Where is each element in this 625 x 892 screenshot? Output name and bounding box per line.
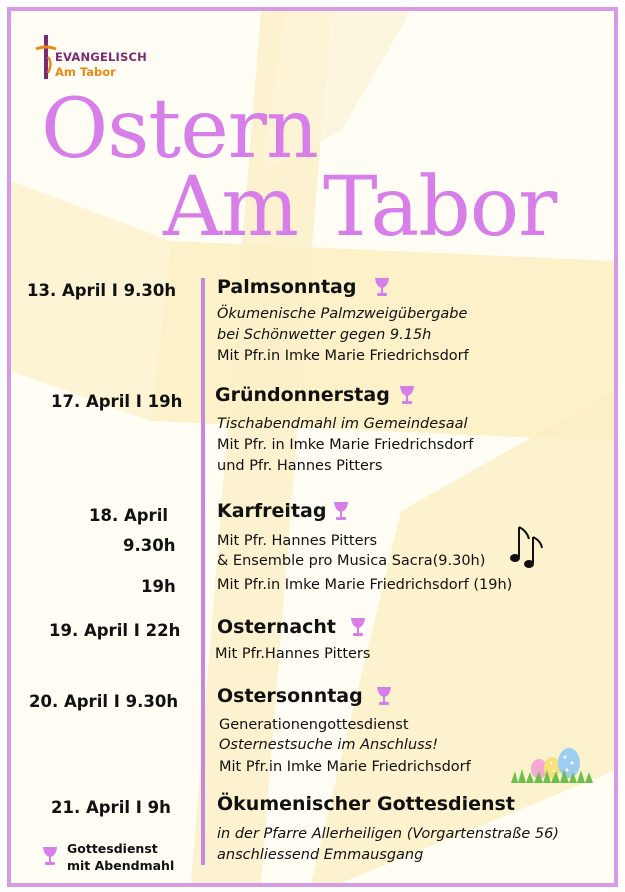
legend-line: mit Abendmahl — [67, 858, 175, 873]
event-detail: Osternestsuche im Anschluss! — [219, 737, 439, 753]
event-detail: anschliessend Emmausgang — [217, 847, 424, 863]
event-detail: Mit Pfr.Hannes Pitters — [215, 646, 371, 662]
logo-subtext: Am Tabor — [55, 65, 116, 79]
event-detail: Tischabendmahl im Gemeindesaal — [217, 416, 468, 432]
event-detail: Ökumenische Palmzweigübergabe — [217, 306, 468, 322]
event-title: Osternacht — [217, 616, 337, 638]
poster — [7, 7, 618, 887]
event-date: 20. April I 9.30h — [29, 692, 179, 711]
event-title: Gründonnerstag — [215, 384, 390, 406]
easter-eggs-icon — [509, 741, 593, 783]
event-time: 19h — [141, 577, 176, 596]
legend-line: Gottesdienst — [67, 841, 158, 856]
chalice-icon — [349, 617, 367, 637]
chalice-icon — [373, 277, 391, 297]
page-title-line2: Am Tabor — [163, 160, 557, 255]
event-date: 19. April I 22h — [49, 621, 181, 640]
cross-logo-icon — [35, 33, 57, 81]
timeline-divider — [201, 278, 205, 865]
music-notes-icon — [509, 523, 545, 569]
event-title: Palmsonntag — [217, 276, 357, 298]
event-date: 18. April — [89, 506, 169, 525]
event-date: 17. April I 19h — [51, 392, 183, 411]
event-detail: Mit Pfr.in Imke Marie Friedrichsdorf (19h) — [217, 577, 513, 593]
event-detail: in der Pfarre Allerheiligen (Vorgartenstraße 56) — [217, 826, 559, 842]
event-detail: Mit Pfr.in Imke Marie Friedrichsdorf — [219, 759, 471, 775]
page-title-line1: Ostern — [41, 82, 318, 177]
event-detail: und Pfr. Hannes Pitters — [217, 458, 383, 474]
event-detail: Generationengottesdienst — [219, 717, 409, 733]
event-title: Ökumenischer Gottesdienst — [217, 793, 515, 815]
event-detail: bei Schönwetter gegen 9.15h — [217, 327, 432, 343]
chalice-icon — [332, 501, 350, 521]
legend-label — [67, 840, 174, 874]
event-title: Ostersonntag — [217, 685, 363, 707]
chalice-icon — [398, 385, 416, 405]
event-title: Karfreitag — [217, 500, 327, 522]
event-detail: Mit Pfr. Hannes Pitters — [217, 533, 378, 549]
event-detail: Mit Pfr. in Imke Marie Friedrichsdorf — [217, 437, 474, 453]
logo-text: EVANGELISCH — [55, 50, 147, 64]
event-detail: Mit Pfr.in Imke Marie Friedrichsdorf — [217, 348, 469, 364]
event-detail: & Ensemble pro Musica Sacra(9.30h) — [217, 553, 486, 569]
event-date: 21. April I 9h — [51, 798, 171, 817]
chalice-icon — [375, 686, 393, 706]
chalice-icon — [41, 846, 59, 866]
event-time: 9.30h — [123, 536, 176, 555]
event-date: 13. April I 9.30h — [27, 281, 177, 300]
